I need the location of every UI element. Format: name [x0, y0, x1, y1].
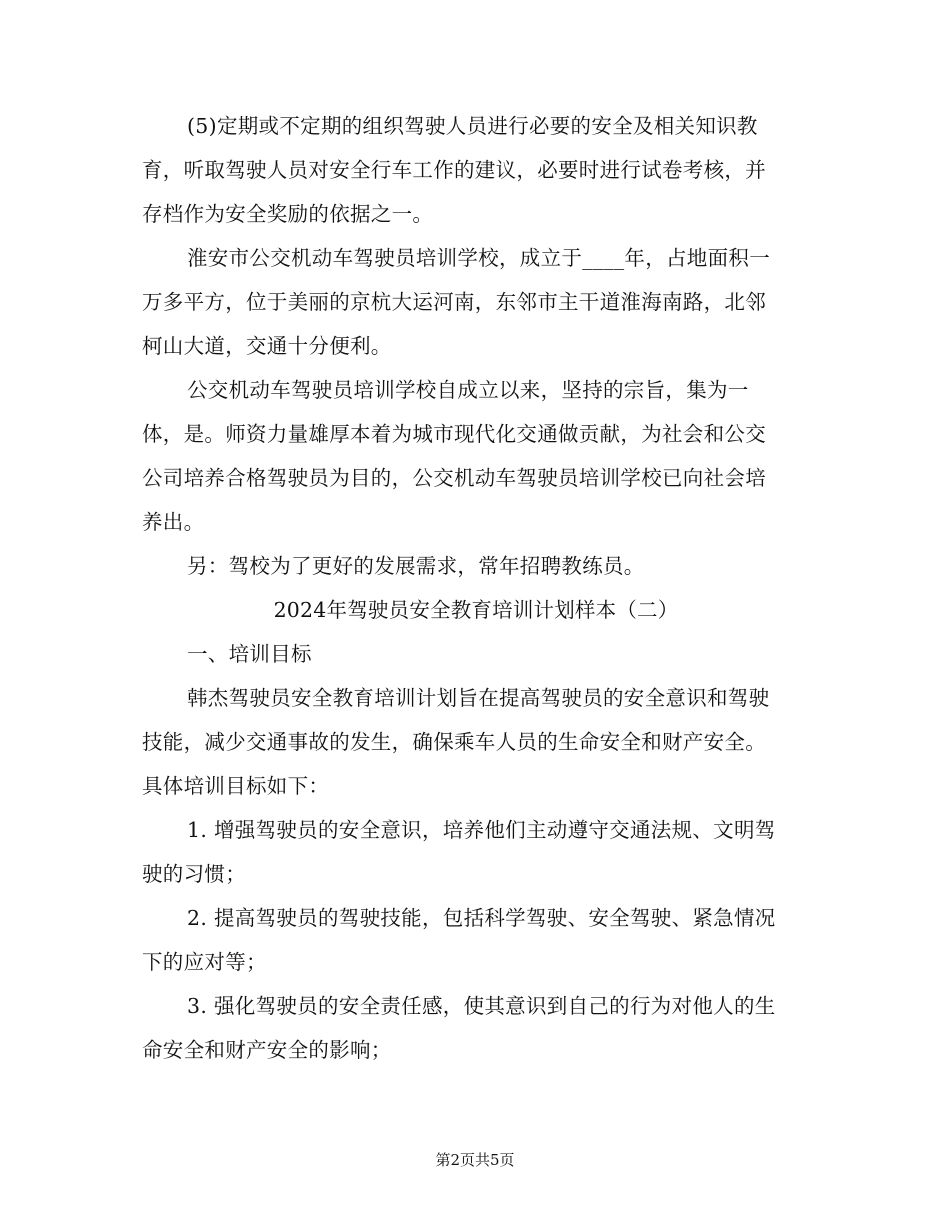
- text-line: 养出。: [142, 510, 205, 534]
- text-line: 下的应对等；: [142, 950, 267, 974]
- subheading-text: 一、培训目标: [187, 642, 312, 666]
- text-line: 韩杰驾驶员安全教育培训计划旨在提高驾驶员的安全意识和驾驶: [187, 686, 770, 710]
- text-line: 公交机动车驾驶员培训学校自成立以来，坚持的宗旨，集为一: [187, 378, 749, 402]
- section-title: 2024年驾驶员安全教育培训计划样本（二）: [273, 598, 679, 622]
- paragraph-regular-inspection: [142, 104, 810, 236]
- text-line: 具体培训目标如下：: [142, 774, 330, 798]
- subheading-training-goals: [142, 632, 810, 676]
- text-line: 命安全和财产安全的影响；: [142, 1038, 392, 1062]
- text-line: (5)定期或不定期的组织驾驶人员进行必要的安全及相关知识教: [187, 114, 758, 138]
- paragraph-goals-intro: [142, 676, 810, 808]
- paragraph-school-intro: [142, 236, 810, 368]
- goal-item-1: [142, 808, 810, 896]
- text-line: 公司培养合格驾驶员为目的，公交机动车驾驶员培训学校已向社会培: [142, 466, 766, 490]
- page-number-footer: 第2页共5页: [435, 1151, 515, 1169]
- text-line: 育，听取驾驶人员对安全行车工作的建议，必要时进行试卷考核，并: [142, 158, 766, 182]
- text-line: 存档作为安全奖励的依据之一。: [142, 202, 434, 226]
- text-line: 万多平方，位于美丽的京杭大运河南，东邻市主干道淮海南路，北邻: [142, 290, 766, 314]
- text-line: 淮安市公交机动车驾驶员培训学校，成立于____年，占地面积一: [187, 246, 770, 270]
- text-line: 技能，减少交通事故的发生，确保乘车人员的生命安全和财产安全。: [142, 730, 766, 754]
- goal-item-2: [142, 896, 810, 984]
- text-line: 柯山大道，交通十分便利。: [142, 334, 392, 358]
- paragraph-recruitment-note: [142, 544, 810, 588]
- text-line: 1. 增强驾驶员的安全意识，培养他们主动遵守交通法规、文明驾: [187, 818, 776, 842]
- text-line: 驶的习惯；: [142, 862, 246, 886]
- document-body: [142, 104, 810, 1072]
- paragraph-school-mission: [142, 368, 810, 544]
- text-line: 另：驾校为了更好的发展需求，常年招聘教练员。: [187, 554, 645, 578]
- goal-item-3: [142, 984, 810, 1072]
- text-line: 2. 提高驾驶员的驾驶技能，包括科学驾驶、安全驾驶、紧急情况: [187, 906, 776, 930]
- text-line: 体，是。师资力量雄厚本着为城市现代化交通做贡献，为社会和公交: [142, 422, 766, 446]
- text-line: 3. 强化驾驶员的安全责任感，使其意识到自己的行为对他人的生: [187, 994, 776, 1018]
